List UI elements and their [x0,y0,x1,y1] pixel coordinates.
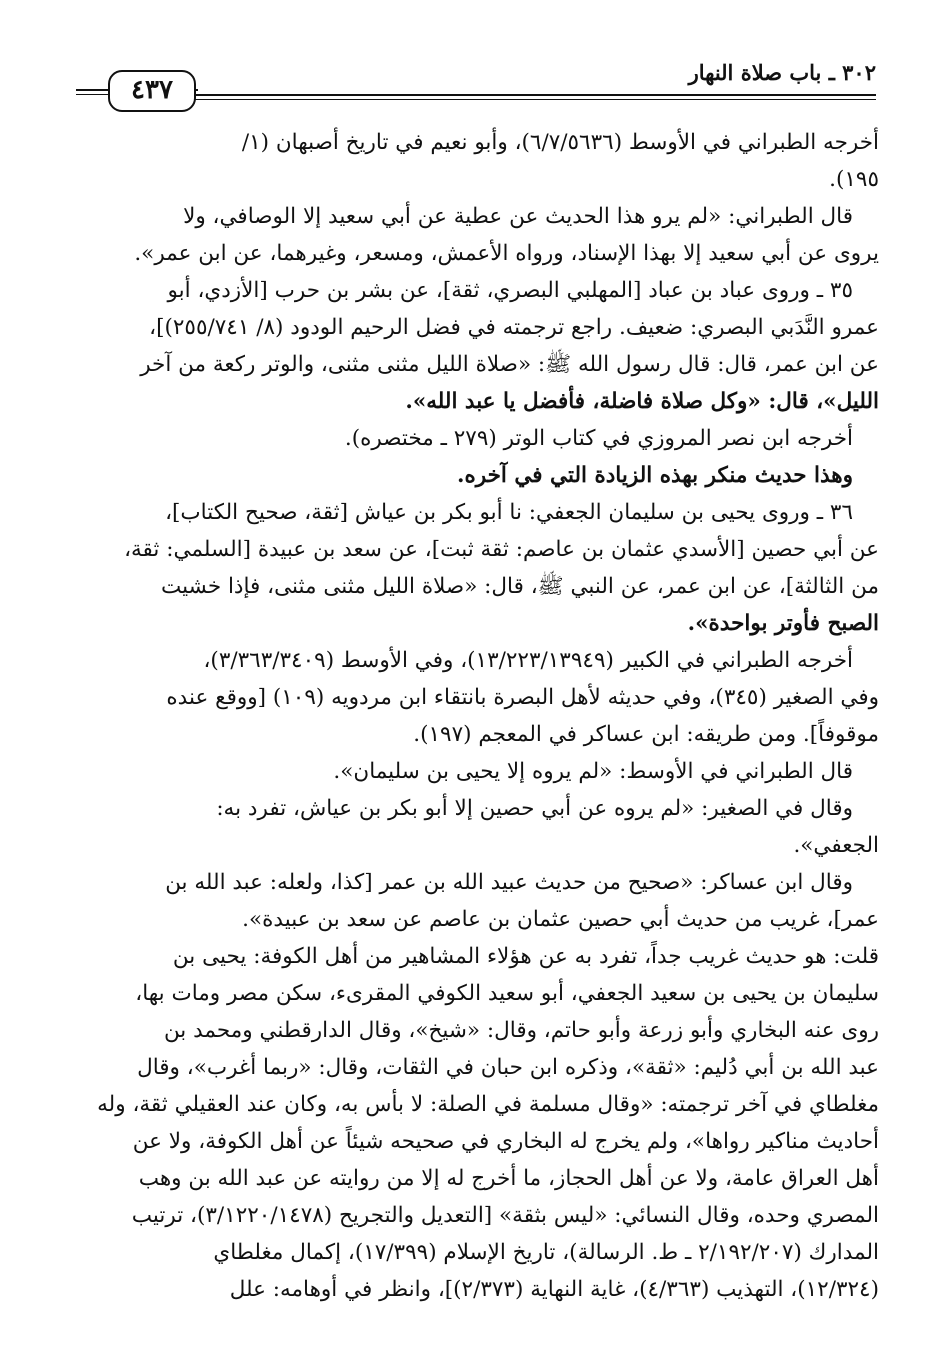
text-line: وفي الصغير (٣٤٥)، وفي حديثه لأهل البصرة بانتقاء ابن مردويه (١٠٩) [ووقع عنده [166,685,879,710]
text-line: موقوفاً]. ومن طريقه: ابن عساكر في المعجم (١٩٧). [413,722,879,747]
text-line: أخرجه ابن نصر المروزي في كتاب الوتر (٢٧٩ ـ مختصره). [344,426,853,451]
text-line: وقال ابن عساكر: «صحيح من حديث عبيد الله بن عمر [كذا، ولعله: عبد الله بن [165,870,853,895]
text-line: مغلطاي في آخر ترجمته: «وقال مسلمة في الصلة: لا بأس به، وكان عند العقيلي ثقة، وله [97,1092,879,1117]
text-line: قال الطبراني: «لم يرو هذا الحديث عن عطية عن أبي سعيد إلا الوصافي، ولا [183,204,853,229]
text-line: يروى عن أبي سعيد إلا بهذا الإسناد، ورواه الأعمش، ومسعر، وغيرهما، عن ابن عمر». [134,241,879,266]
text-line: أخرجه الطبراني في الكبير (١٣/٢٢٣/١٣٩٤٩)، وفي الأوسط (٣/٣٦٣/٣٤٠٩)، [203,648,853,673]
text-line: عمرو النَّدَبي البصري: ضعيف. راجع ترجمته في فضل الرحيم الودود (٨/ ٢٥٥/٧٤١)]، [149,315,879,340]
text-line: (١٢/٣٢٤)، التهذيب (٤/٣٦٣)، غاية النهاية (٢/٣٧٣)]، وانظر في أوهامه: علل [229,1277,879,1302]
text-line: قال الطبراني في الأوسط: «لم يروه إلا يحيى بن سليمان». [333,759,853,784]
text-line: أهل العراق عامة، ولا عن أهل الحجاز، ما أخرج له إلا من روايته عن عبد الله بن وهب [138,1166,879,1191]
text-line: ٣٥ ـ وروى عباد بن عباد [المهلبي البصري، ثقة]، عن بشر بن حرب [الأزدي، أبو [167,278,853,303]
text-line: الليل»، قال: «وكل صلاة فاضلة، فأفضل يا عبد الله». [405,389,879,414]
text-line: المدارك (٢/١٩٢/٢٠٧ ـ ط. الرسالة)، تاريخ الإسلام (١٧/٣٩٩)، إكمال مغلطاي [213,1240,879,1265]
page-header [70,40,876,110]
text-line: من الثالثة]، عن ابن عمر، عن النبي ﷺ، قال: «صلاة الليل مثنى مثنى، فإذا خشيت [161,574,879,599]
text-line: ١٩٥). [829,167,879,192]
text-line: ٣٦ ـ وروى يحيى بن سليمان الجعفي: نا أبو بكر بن عياش [ثقة، صحيح الكتاب]، [165,500,853,525]
text-line: الجعفي». [793,833,879,858]
text-line: وهذا حديث منكر بهذه الزيادة التي في آخره. [457,463,853,488]
text-line: روى عنه البخاري وأبو زرعة وأبو حاتم، وقال: «شيخ»، وقال الدارقطني ومحمد بن [163,1018,879,1043]
text-line: أحاديث مناكير رواها»، ولم يخرج له البخاري في صحيحه شيئاً عن أهل الكوفة، ولا عن [132,1129,879,1154]
text-line: المصري وحده، وقال النسائي: «ليس بثقة» [التعديل والتجريح (٣/١٢٢٠/١٤٧٨)، ترتيب [131,1203,879,1228]
text-line: أخرجه الطبراني في الأوسط (٦/٧/٥٦٣٦)، وأبو نعيم في تاريخ أصبهان (١/ [241,130,879,155]
page-number: ٤٣٧ [108,70,196,112]
text-line: عن أبي حصين [الأسدي عثمان بن عاصم: ثقة ثبت]، عن سعد بن عبيدة [السلمي: ثقة، [124,537,879,562]
text-line: عبد الله بن أبي دُليم: «ثقة»، وذكره ابن حبان في الثقات، وقال: «ربما أغرب»، وقال [137,1055,879,1080]
text-line: وقال في الصغير: «لم يروه عن أبي حصين إلا أبو بكر بن عياش، تفرد به: [216,796,853,821]
header-rule [195,94,876,100]
text-line: سليمان بن يحيى بن سعيد الجعفي، أبو سعيد الكوفي المقرىء، سكن مصر ومات بها، [135,981,879,1006]
text-line: الصبح فأوتر بواحدة». [687,611,879,636]
text-line: عمر]، غريب من حديث أبي حصين عثمان بن عاصم عن سعد بن عبيدة». [242,907,879,932]
chapter-title: ٣٠٢ ـ باب صلاة النهار [688,60,876,85]
body-text [74,124,879,1308]
text-line: عن ابن عمر، قال: قال رسول الله ﷺ: «صلاة الليل مثنى مثنى، والوتر ركعة من آخر [140,352,879,377]
text-line: قلت: هو حديث غريب جداً، تفرد به عن هؤلاء المشاهير من أهل الكوفة: يحيى بن [172,944,879,969]
